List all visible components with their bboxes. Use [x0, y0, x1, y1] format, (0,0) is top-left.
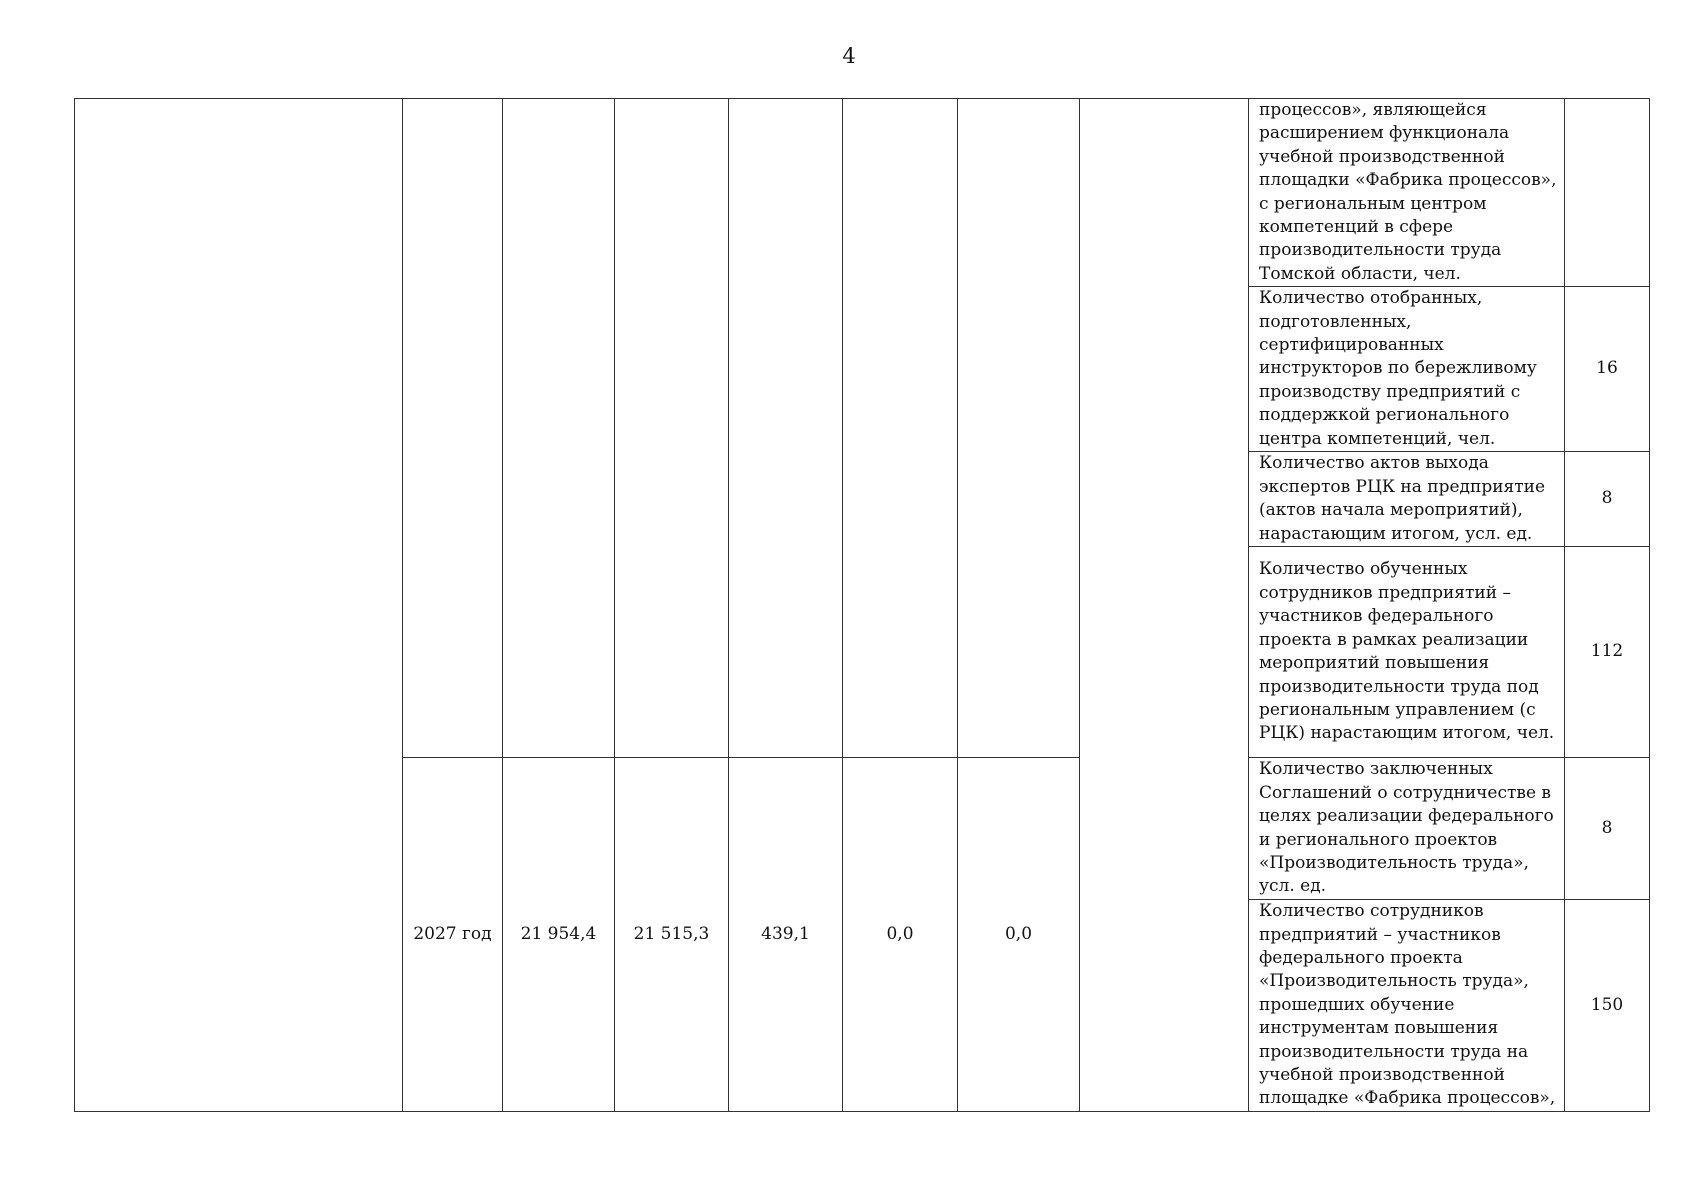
indicator-value: 8: [1565, 452, 1650, 547]
local-cell-empty: [843, 99, 958, 758]
indicator-name: Количество обученных сотрудников предприятий – участников федерального проекта в рамках реализации мероприятий повышения производительности труда под региональным управлением (с РЦК) нарастающим итогом, чел.: [1249, 547, 1565, 758]
indicator-value: [1565, 99, 1650, 287]
funding-indicators-table: [74, 98, 1650, 1112]
federal-cell-empty: [615, 99, 729, 758]
year-cell: 2027 год: [403, 758, 503, 1112]
indicator-value: 16: [1565, 287, 1650, 452]
indicator-name: Количество отобранных, подготовленных, сертифицированных инструкторов по бережливому производству предприятий с поддержкой регионального центра компетенций, чел.: [1249, 287, 1565, 452]
federal-budget-cell: 21 515,3: [615, 758, 729, 1112]
other-sources-cell: 0,0: [958, 758, 1080, 1112]
total-cell-empty: [503, 99, 615, 758]
regional-cell-empty: [729, 99, 843, 758]
indicator-value: 8: [1565, 758, 1650, 900]
page-number: 4: [842, 44, 856, 68]
regional-budget-cell: 439,1: [729, 758, 843, 1112]
indicator-value: 150: [1565, 900, 1650, 1112]
year-cell-empty: [403, 99, 503, 758]
indicator-name: процессов», являющейся расширением функционала учебной производственной площадки «Фабрика процессов», с региональным центром компетенций в сфере производительности труда Томской области, чел.: [1249, 99, 1565, 287]
other-cell-empty: [958, 99, 1080, 758]
total-cell: 21 954,4: [503, 758, 615, 1112]
indicator-value: 112: [1565, 547, 1650, 758]
local-budget-cell: 0,0: [843, 758, 958, 1112]
indicator-name: Количество актов выхода экспертов РЦК на предприятие (актов начала мероприятий), нарастающим итогом, усл. ед.: [1249, 452, 1565, 547]
indicator-name: Количество заключенных Соглашений о сотрудничестве в целях реализации федерального и регионального проектов «Производительность труда», усл. ед.: [1249, 758, 1565, 900]
executor-cell: [1080, 99, 1249, 1112]
indicator-name: Количество сотрудников предприятий – участников федерального проекта «Производительность труда», прошедших обучение инструментам повышения производительности труда на учебной производственной площадке «Фабрика процессов»,: [1249, 900, 1565, 1112]
table-row: [75, 99, 1650, 287]
measure-name-cell: [75, 99, 403, 1112]
